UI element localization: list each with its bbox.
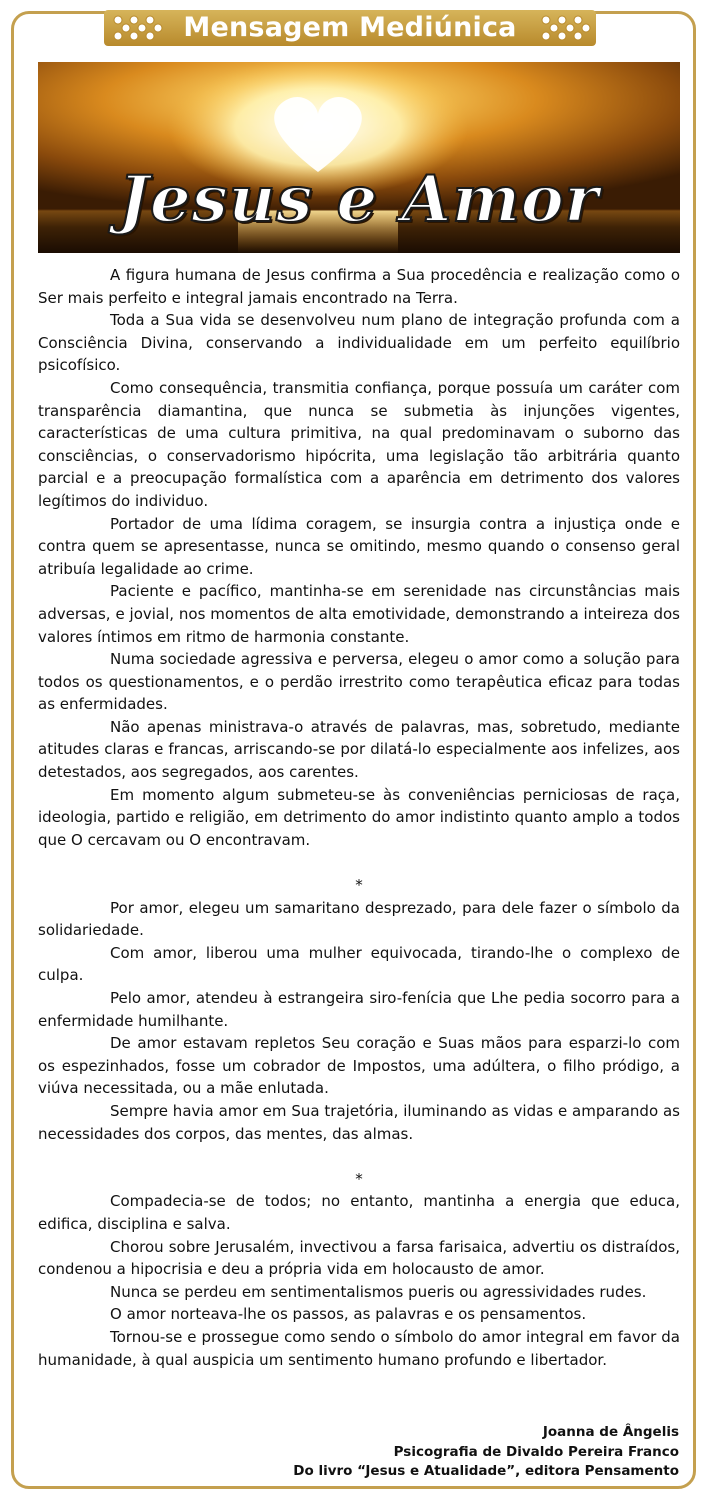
decorative-dots-icon bbox=[538, 12, 594, 44]
paragraph: Com amor, liberou uma mulher equivocada, tirando-lhe o complexo de culpa. bbox=[38, 943, 680, 985]
paragraph: Não apenas ministrava-o através de palavras, mas, sobretudo, mediante atitudes claras e francas, arriscando-se por dilatá-lo especialmente aos infelizes, aos detestados, aos segregados, aos carentes. bbox=[38, 717, 680, 782]
paragraph: Por amor, elegeu um samaritano desprezado, para dele fazer o símbolo da solidariedade. bbox=[38, 898, 680, 940]
article-body bbox=[38, 264, 680, 1371]
paragraph: Paciente e pacífico, mantinha-se em serenidade nas circunstâncias mais adversas, e jovial, nos momentos de alta emotividade, demonstrando a inteireza dos valores íntimos em ritmo de harmonia constante. bbox=[38, 582, 680, 646]
section-separator: * bbox=[355, 876, 363, 895]
paragraph: Tornou-se e prossegue como sendo o símbolo do amor integral em favor da humanidade, à qual auspicia um sentimento humano profundo e libertador. bbox=[38, 1327, 680, 1369]
banner-image bbox=[38, 62, 680, 253]
paragraph: Toda a Sua vida se desenvolveu num plano de integração profunda com a Consciência Divina, conservando a individualidade em um perfeito equilíbrio psicofísico. bbox=[38, 311, 680, 375]
author-name: Joanna de Ângelis bbox=[542, 1424, 679, 1440]
page-title: Mensagem Mediúnica bbox=[183, 12, 517, 43]
paragraph: O amor norteava-lhe os passos, as palavras e os pensamentos. bbox=[110, 1305, 587, 1324]
medium-credit: Psicografia de Divaldo Pereira Franco bbox=[393, 1443, 679, 1460]
section-separator: * bbox=[355, 1169, 363, 1188]
paragraph: Nunca se perdeu em sentimentalismos pueris ou agressividades rudes. bbox=[110, 1282, 647, 1301]
paragraph: Portador de uma lídima coragem, se insurgia contra a injustiça onde e contra quem se apresentasse, nunca se omitindo, mesmo quando o consenso geral atribuía legalidade ao crime. bbox=[38, 514, 680, 578]
decorative-dots-icon bbox=[110, 12, 166, 44]
paragraph: Chorou sobre Jerusalém, invectivou a farsa farisaica, advertiu os distraídos, condenou a hipocrisia e deu a própria vida em holocausto de amor. bbox=[38, 1237, 680, 1279]
banner-title: Jesus e Amor bbox=[118, 162, 600, 237]
paragraph: De amor estavam repletos Seu coração e Suas mãos para esparzi-lo com os espezinhados, fosse um cobrador de Impostos, uma adúltera, o filho pródigo, a viúva necessitada, ou a mãe enlutada. bbox=[38, 1034, 680, 1098]
signature-block bbox=[293, 1423, 679, 1482]
paragraph: Pelo amor, atendeu à estrangeira siro-fenícia que Lhe pedia socorro para a enfermidade humilhante. bbox=[38, 989, 680, 1030]
source-credit: Do livro “Jesus e Atualidade”, editora Pensamento bbox=[293, 1463, 679, 1479]
paragraph: Em momento algum submeteu-se às conveniências perniciosas de raça, ideologia, partido e religião, em detrimento do amor indistinto quanto amplo a todos que O cercavam ou O encontravam. bbox=[38, 785, 680, 849]
paragraph: A figura humana de Jesus confirma a Sua procedência e realização como o Ser mais perfeito e integral jamais encontrado na Terra. bbox=[38, 266, 680, 307]
paragraph: Compadecia-se de todos; no entanto, mantinha a energia que educa, edifica, disciplina e salva. bbox=[38, 1192, 680, 1233]
paragraph: Numa sociedade agressiva e perversa, elegeu o amor como a solução para todos os questionamentos, e o perdão irrestrito como terapêutica eficaz para todas as enfermidades. bbox=[38, 650, 680, 714]
paragraph: Sempre havia amor em Sua trajetória, iluminando as vidas e amparando as necessidades dos corpos, das mentes, das almas. bbox=[38, 1101, 680, 1143]
paragraph: Como consequência, transmitia confiança, porque possuía um caráter com transparência diamantina, que nunca se submetia às injunções vigentes, características de uma cultura primitiva, na qual predominavam o suborno das consciências, o conservadorismo hipócrita, uma legislação tão arbitrária quanto parcial e a preocupação formalística com a aparência em detrimento dos valores legítimos do individuo. bbox=[38, 378, 680, 510]
header-bar bbox=[104, 10, 596, 46]
